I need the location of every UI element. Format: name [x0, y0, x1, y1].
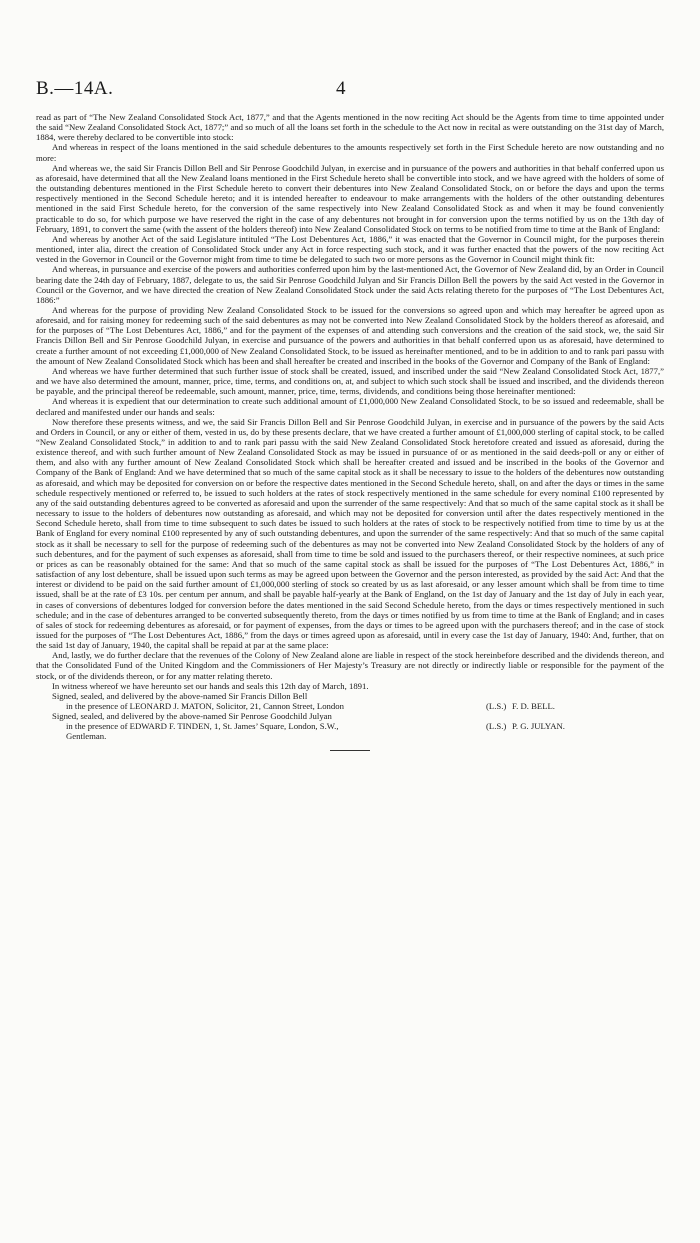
signature-witness: in the presence of EDWARD F. TINDEN, 1, St. James’ Square, London, S.W.,	[66, 721, 339, 732]
closing-rule	[330, 750, 370, 751]
signature-line	[36, 721, 664, 731]
paragraph: And whereas, in pursuance and exercise of the powers and authorities conferred upon him by the last-mentioned Act, the Governor of New Zealand did, by an Order in Council bearing date the 24th day of February, 1887, delegate to us, the said Sir Penrose Goodchild Julyan and Sir Francis Dillon Bell the powers by the said Act vested in the Governor in Council or the Governor, and we have directed the creation of New Zealand Consolidated Stock under the said Acts relating thereto for the purposes of “The Lost Debentures Act, 1886:”	[36, 264, 664, 305]
signature-line	[36, 701, 664, 711]
paragraph: And whereas we, the said Sir Francis Dillon Bell and Sir Penrose Goodchild Julyan, in exercise and in pursuance of the powers and authorities in that behalf conferred upon us as aforesaid, have determined that all the New Zealand loans mentioned in the First Schedule hereto shall be convertible into stock, and we have agreed with the holders of some of the outstanding debentures mentioned in the First Schedule hereto to convert their debentures into New Zealand Consolidated Stock, on or before the days and upon the terms respectively mentioned in the Second Schedule hereto; and it is intended hereafter to endeavour to make arrangements with the holders of the other outstanding debentures mentioned in the said First Schedule hereto, for the conversion of the same respectively into New Zealand Consolidated Stock as and when it may be found conveniently practicable to do so, for which purpose we have reserved the right in the case of any debentures not brought in for conversion upon the terms notified by us on the 13th day of February, 1891, to convert the same (with the assent of the holders thereof) into New Zealand Consolidated Stock on terms to be notified from time to time at the Bank of England:	[36, 162, 664, 234]
paragraph: And whereas it is expedient that our determination to create such additional amount of £1,000,000 New Zealand Consolidated Stock, to be so issued and redeemable, shall be declared and manifested under our hands and seals:	[36, 396, 664, 417]
document-body	[36, 112, 664, 751]
paragraph: And whereas we have further determined that such further issue of stock shall be created, issued, and inscribed under the said “New Zealand Consolidated Stock Act, 1877,” and we have also determined the amount, manner, price, time, terms, and conditions on, at, and subject to which such stock shall be issued and inscribed, and the dividends thereon be payable, and the principal thereof be redeemable, such amount, manner, price, time, terms, dividends, and conditions being those hereinafter mentioned:	[36, 365, 664, 397]
seal-mark: (L.S.)	[486, 701, 507, 712]
signature-line	[36, 691, 664, 701]
signature-witness-title: Gentleman.	[66, 731, 107, 742]
witness-clause: In witness whereof we have hereunto set our hands and seals this 12th day of March, 1891.	[52, 680, 369, 691]
paragraph: Now therefore these presents witness, and we, the said Sir Francis Dillon Bell and Sir Penrose Goodchild Julyan, in exercise and in pursuance of the powers by the said Acts and Orders in Council, or any or either of them, vested in us, do by these presents declare, that we have created a further amount of £1,000,000 sterling of capital stock, to be called “New Zealand Consolidated Stock,” in addition to and to rank pari passu with the said New Zealand Consolidated Stock heretofore created and issued as aforesaid, during the existence thereof, and with such further amount of New Zealand Consolidated Stock as may be issued in pursuance of or as mentioned in the said deeds-poll or any or either of them, and also with any further amount of New Zealand Consolidated Stock which shall be hereafter created and issued and be inscribed in the books of the Governor and Company of the Bank of England: And we have determined that so much of the same capital stock as it shall be necessary to issue to the holders of the debentures now outstanding as aforesaid, and which may be deposited for conversion on or before the respective dates mentioned in the Second Schedule hereto, shall, on and after the days or times in the same schedule respectively mentioned or referred to, be issued to such holders at the rates of stock respectively mentioned in the same schedule for every nominal £100 represented by any of the said outstanding debentures agreed to be converted as aforesaid and upon the surrender of the same respectively: And that so much of the same capital stock as it shall be necessary to issue to the holders of debentures now outstanding as aforesaid, and which may not be deposited for conversion until after the dates respectively mentioned in the Second Schedule hereto, shall from time to time subsequent to such dates be issued to such holders at the rates of stock to be respectively notified from time to time by us at the Bank of England for every nominal £100 represented by any of such outstanding debentures, and upon the surrender of the same respectively: And that so much of the same capital stock as it shall be necessary to sell for the purpose of redeeming such of the debentures as may not be converted into New Zealand Consolidated Stock by the holders of any of such debentures, and for the payment of such expenses as aforesaid, shall from time to time be sold and issued to the purchasers thereof, or their respective nominees, at such price or prices as can be reasonably obtained for the same: And that so much of the same capital stock as shall be issued for the purposes of “The Lost Debentures Act, 1886,” in satisfaction of any lost debenture, shall be issued upon such terms as may be agreed upon between the Governor and the person interested, as provided by the said Act: And that the interest or dividend to be paid on the said further amount of £1,000,000 sterling of stock so created by us as last aforesaid, or any lesser amount which shall be from time to time issued, shall be at the rate of £3 10s. per centum per annum, and shall be payable half-yearly at the Bank of England, on the 1st day of January and the 1st day of July in each year, in cases of conversions of debentures lodged for conversion before the dates mentioned in the said Second Schedule hereto, from the days or times respectively mentioned in such schedule; and in the case of debentures arranged to be converted subsequently thereto, from the days or times notified by us from time to time at the Bank of England; and in cases of sales of stock for redeeming debentures as aforesaid, or for payment of expenses, from the days or times to be agreed upon with the purchasers thereof; and in the case of stock issued for the purposes of “The Lost Debentures Act, 1886,” from the days or times agreed upon as aforesaid, until in every case the 1st day of January, 1940: And, further, that on the said 1st day of January, 1940, the capital shall be repaid at par at the same place:	[36, 416, 664, 651]
paragraph: And whereas for the purpose of providing New Zealand Consolidated Stock to be issued for the conversions so agreed upon and which may hereafter be agreed upon as aforesaid, and for raising money for redeeming such of the said debentures as may not be converted into New Zealand Consolidated Stock by the holders thereof as aforesaid, and for the purposes of “The Lost Debentures Act, 1886,” and for the payment of the expenses of and attending such conversions and the creation of the said stock, we, the said Sir Francis Dillon Bell and Sir Penrose Goodchild Julyan, in exercise and pursuance of the powers and authorities in that behalf conferred upon us as aforesaid, have determined to create a further amount of not exceeding £1,000,000 of New Zealand Consolidated Stock, to be issued as hereinafter mentioned, and to be in addition to and to rank pari passu with the amount of New Zealand Consolidated Stock which has been and shall hereafter be created and inscribed in the books of the Governor and Company of the Bank of England:	[36, 304, 664, 366]
signature-block	[36, 691, 664, 742]
page-header	[0, 78, 700, 100]
paragraph: And whereas in respect of the loans mentioned in the said schedule debentures to the amounts respectively set forth in the First Schedule hereto are now outstanding and no more:	[36, 142, 664, 163]
paragraph: And whereas by another Act of the said Legislature intituled “The Lost Debentures Act, 1886,” it was enacted that the Governor in Council might, for the purposes therein mentioned, inter alia, direct the creation of Consolidated Stock under any Act in force respecting such stock, and it was further enacted that the powers of the now reciting Act vested in the Governor in Council or the Governor might from time to time be delegated to such two or more persons as the Governor in Council might think fit:	[36, 233, 664, 265]
signature-text: Signed, sealed, and delivered by the above-named Sir Francis Dillon Bell	[52, 690, 308, 701]
signature-witness: in the presence of LEONARD J. MATON, Solicitor, 21, Cannon Street, London	[66, 701, 344, 712]
signature-line	[36, 731, 664, 741]
paragraph: And, lastly, we do further declare that the revenues of the Colony of New Zealand alone are liable in respect of the stock hereinbefore described and the dividends thereon, and that the Consolidated Fund of the United Kingdom and the Commissioners of Her Majesty’s Treasury are not directly or indirectly liable or responsible for the payment of the stock, or of the dividends thereon, or for any matter relating thereto.	[36, 650, 664, 681]
signatory-name: P. G. JULYAN.	[512, 721, 565, 732]
report-reference: B.—14A.	[36, 78, 114, 99]
seal-mark: (L.S.)	[486, 721, 507, 732]
page-number: 4	[336, 78, 346, 99]
signature-text: Signed, sealed, and delivered by the above-named Sir Penrose Goodchild Julyan	[52, 711, 332, 722]
signatory-name: F. D. BELL.	[512, 701, 555, 712]
paragraph: read as part of “The New Zealand Consolidated Stock Act, 1877,” and that the Agents mentioned in the now reciting Act should be the Agents from time to time appointed under the said “New Zealand Consolidated Stock Act, 1877;” and so much of all the loans set forth in the schedule to the Act now in recital as were outstanding on the 31st day of March, 1884, were thereby declared to be convertible into stock:	[36, 112, 664, 143]
signature-line	[36, 711, 664, 721]
